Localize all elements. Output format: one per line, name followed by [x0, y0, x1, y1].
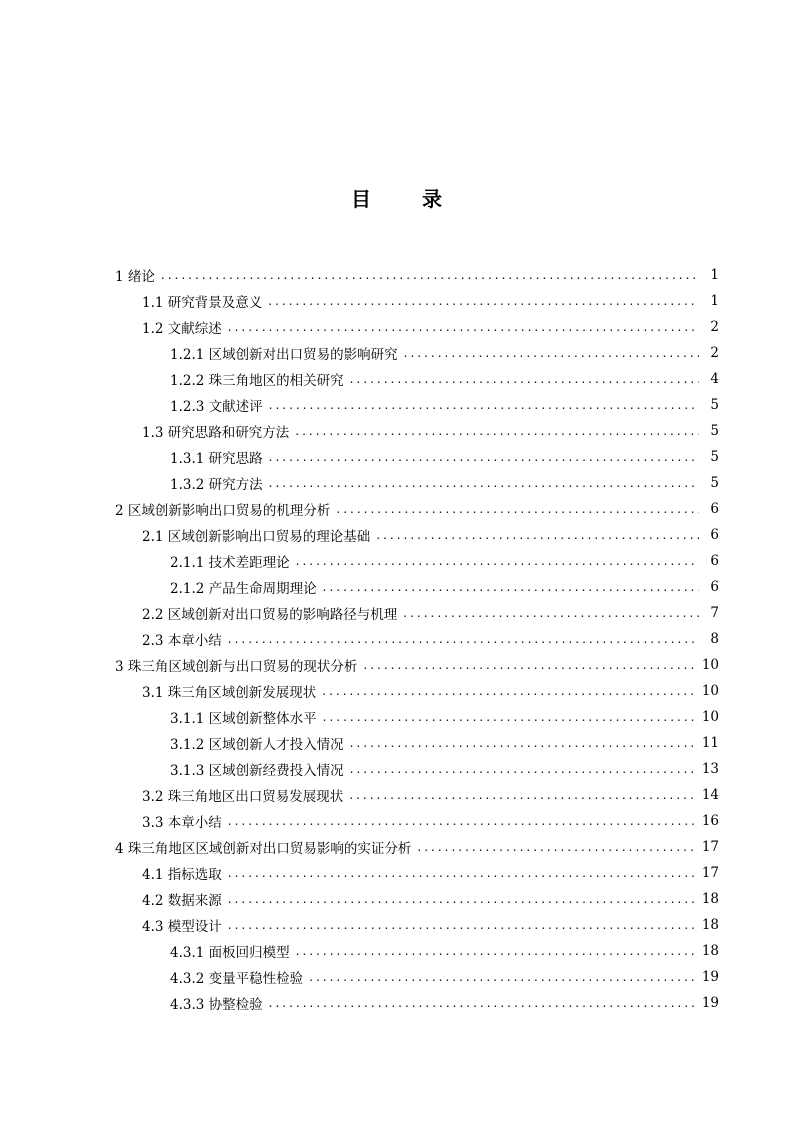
toc-entry-page: 2 [710, 319, 719, 335]
toc-dot-leader [269, 398, 699, 412]
toc-entry-label: 1.2 文献综述 [142, 321, 222, 337]
toc-entry-page: 2 [710, 345, 719, 361]
toc-entry[interactable] [115, 678, 719, 704]
toc-entry-page: 6 [710, 527, 719, 543]
toc-entry-page: 13 [701, 761, 719, 777]
toc-entry[interactable] [115, 600, 719, 626]
toc-dot-leader [322, 684, 696, 698]
toc-entry-page: 1 [710, 267, 719, 283]
toc-dot-leader [417, 840, 695, 854]
toc-entry[interactable] [115, 418, 719, 444]
toc-entry-page: 1 [710, 293, 719, 309]
toc-entry[interactable] [115, 938, 719, 964]
toc-entry[interactable] [115, 886, 719, 912]
toc-entry-label: 1.2.2 珠三角地区的相关研究 [170, 373, 344, 389]
toc-dot-leader [363, 658, 695, 672]
toc-entry-page: 14 [701, 787, 719, 803]
toc-dot-leader [228, 632, 699, 646]
toc-dot-leader [268, 294, 699, 308]
page-title: 目 录 [351, 187, 464, 211]
toc-entry-label: 2.1 区域创新影响出口贸易的理论基础 [142, 529, 371, 545]
toc-entry-page: 6 [710, 553, 719, 569]
toc-entry-label: 1.3 研究思路和研究方法 [142, 425, 290, 441]
toc-entry[interactable] [115, 470, 719, 496]
toc-entry-label: 3.1.1 区域创新整体水平 [170, 711, 317, 727]
toc-entry[interactable] [115, 340, 719, 366]
toc-entry-label: 1.3.1 研究思路 [170, 451, 263, 467]
toc-entry-page: 16 [701, 813, 719, 829]
toc-entry-page: 19 [701, 969, 719, 985]
toc-entry-page: 10 [701, 657, 719, 673]
toc-entry[interactable] [115, 652, 719, 678]
toc-entry[interactable] [115, 262, 719, 288]
toc-entry-label: 1.2.1 区域创新对出口贸易的影响研究 [170, 347, 398, 363]
toc-entry-page: 19 [701, 995, 719, 1011]
toc-entry-page: 6 [710, 579, 719, 595]
toc-dot-leader [161, 268, 699, 282]
table-of-contents [115, 262, 719, 1016]
toc-dot-leader [404, 346, 699, 360]
toc-entry[interactable] [115, 288, 719, 314]
toc-entry[interactable] [115, 730, 719, 756]
toc-entry-page: 11 [701, 735, 719, 751]
toc-dot-leader [228, 814, 696, 828]
toc-dot-leader [350, 736, 696, 750]
toc-entry-page: 5 [710, 423, 719, 439]
toc-entry[interactable] [115, 756, 719, 782]
toc-entry[interactable] [115, 496, 719, 522]
toc-entry-label: 4.3.1 面板回归模型 [170, 945, 290, 961]
toc-entry[interactable] [115, 548, 719, 574]
toc-entry-label: 1.1 研究背景及意义 [142, 295, 263, 311]
toc-dot-leader [349, 788, 696, 802]
toc-entry[interactable] [115, 392, 719, 418]
toc-dot-leader [269, 476, 699, 490]
toc-entry-page: 17 [701, 865, 719, 881]
toc-entry-label: 4.3.3 协整检验 [170, 997, 263, 1013]
toc-entry-label: 2.1.2 产品生命周期理论 [170, 581, 317, 597]
toc-entry-page: 6 [710, 501, 719, 517]
toc-entry-label: 2.1.1 技术差距理论 [170, 555, 290, 571]
toc-dot-leader [296, 554, 699, 568]
toc-entry-page: 10 [701, 709, 719, 725]
toc-dot-leader [228, 866, 696, 880]
toc-entry[interactable] [115, 444, 719, 470]
toc-entry-label: 2.3 本章小结 [142, 633, 222, 649]
toc-entry-page: 10 [701, 683, 719, 699]
toc-dot-leader [296, 944, 696, 958]
toc-entry[interactable] [115, 964, 719, 990]
toc-dot-leader [323, 710, 696, 724]
toc-entry-page: 7 [710, 605, 719, 621]
toc-dot-leader [323, 580, 699, 594]
toc-entry-page: 17 [701, 839, 719, 855]
toc-dot-leader [336, 502, 699, 516]
toc-entry-page: 4 [710, 371, 719, 387]
toc-entry-page: 18 [701, 917, 719, 933]
toc-entry[interactable] [115, 574, 719, 600]
toc-entry-label: 3.1 珠三角区域创新发展现状 [142, 685, 317, 701]
toc-dot-leader [228, 320, 699, 334]
toc-dot-leader [403, 606, 699, 620]
toc-entry-label: 4.3 模型设计 [142, 919, 222, 935]
toc-entry-page: 5 [710, 475, 719, 491]
toc-entry[interactable] [115, 990, 719, 1016]
toc-entry-label: 4 珠三角地区区域创新对出口贸易影响的实证分析 [115, 841, 412, 857]
toc-entry-label: 2.2 区域创新对出口贸易的影响路径与机理 [142, 607, 398, 623]
toc-entry[interactable] [115, 808, 719, 834]
toc-entry-label: 1 绪论 [115, 269, 155, 285]
toc-dot-leader [376, 528, 699, 542]
toc-entry-label: 4.1 指标选取 [142, 867, 222, 883]
toc-entry[interactable] [115, 860, 719, 886]
toc-dot-leader [269, 450, 699, 464]
toc-dot-leader [269, 996, 696, 1010]
toc-dot-leader [350, 762, 696, 776]
toc-dot-leader [350, 372, 699, 386]
toc-entry[interactable] [115, 782, 719, 808]
toc-entry[interactable] [115, 522, 719, 548]
toc-entry-label: 3 珠三角区域创新与出口贸易的现状分析 [115, 659, 358, 675]
toc-entry[interactable] [115, 366, 719, 392]
toc-entry-label: 3.3 本章小结 [142, 815, 222, 831]
toc-entry-page: 5 [710, 397, 719, 413]
toc-entry-label: 1.3.2 研究方法 [170, 477, 263, 493]
toc-entry-label: 2 区域创新影响出口贸易的机理分析 [115, 503, 331, 519]
toc-entry[interactable] [115, 314, 719, 340]
toc-entry-page: 18 [701, 943, 719, 959]
toc-entry-label: 3.2 珠三角地区出口贸易发展现状 [142, 789, 344, 805]
toc-entry-label: 1.2.3 文献述评 [170, 399, 263, 415]
toc-entry[interactable] [115, 626, 719, 652]
toc-entry-label: 4.2 数据来源 [142, 893, 222, 909]
toc-entry-label: 4.3.2 变量平稳性检验 [170, 971, 304, 987]
toc-entry-page: 8 [710, 631, 719, 647]
toc-entry-label: 3.1.3 区域创新经费投入情况 [170, 763, 344, 779]
toc-entry-page: 5 [710, 449, 719, 465]
toc-entry[interactable] [115, 834, 719, 860]
toc-entry[interactable] [115, 912, 719, 938]
toc-dot-leader [228, 892, 696, 906]
toc-dot-leader [309, 970, 696, 984]
toc-entry-label: 3.1.2 区域创新人才投入情况 [170, 737, 344, 753]
toc-dot-leader [295, 424, 699, 438]
toc-entry-page: 18 [701, 891, 719, 907]
toc-dot-leader [228, 918, 696, 932]
toc-entry[interactable] [115, 704, 719, 730]
